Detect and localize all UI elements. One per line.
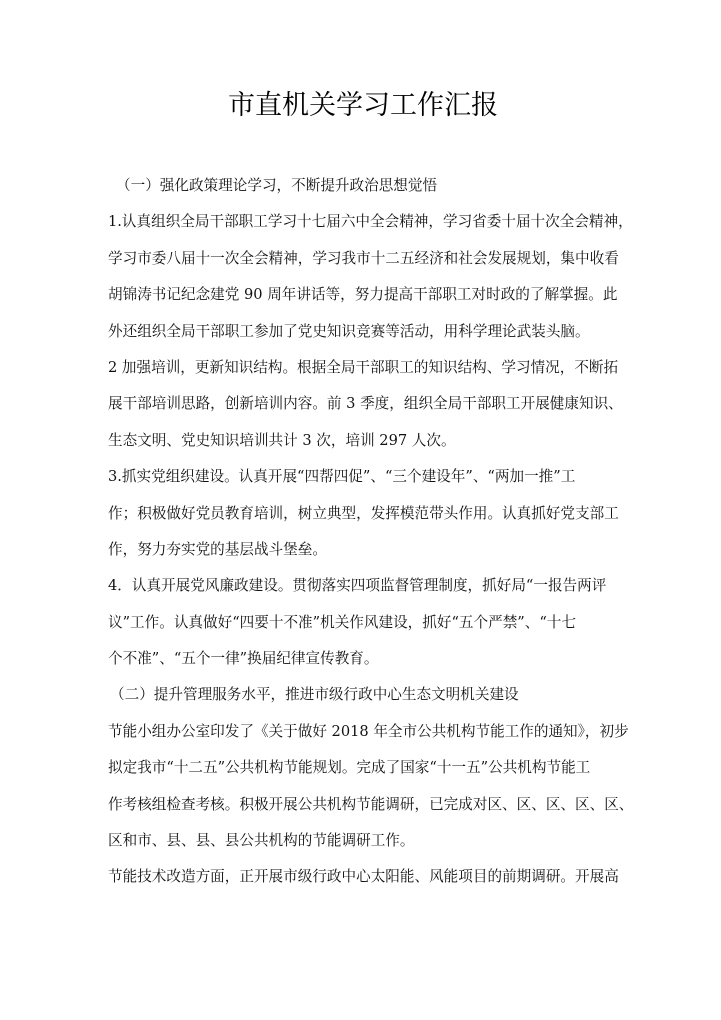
paragraph-line: 生态文明、党史知识培训共计 3 次，培训 297 人次。 xyxy=(108,431,456,449)
paragraph-line: 作考核组检查考核。积极开展公共机构节能调研，已完成对区、区、区、区、区、 xyxy=(108,795,634,813)
paragraph-line: 外还组织全局干部职工参加了党史知识竞赛等活动，用科学理论武装头脑。 xyxy=(108,322,590,340)
paragraph-line: 3.抓实党组织建设。认真开展“四帮四促”、“三个建设年”、“两加一推”工 xyxy=(108,468,576,486)
document-title: 市直机关学习工作汇报 xyxy=(228,90,498,121)
paragraph-line: 作，努力夯实党的基层战斗堡垒。 xyxy=(108,540,327,558)
paragraph-line: 区和市、县、县、县公共机构的节能调研工作。 xyxy=(108,832,415,850)
paragraph-line: 作；积极做好党员教育培训，树立典型，发挥模范带头作用。认真抓好党支部工 xyxy=(108,504,619,522)
paragraph-line: 4．认真开展党风廉政建设。贯彻落实四项监督管理制度，抓好局“一报告两评 xyxy=(108,577,607,595)
section-heading-1: （一）强化政策理论学习，不断提升政治思想觉悟 xyxy=(116,177,438,194)
paragraph-line: 议”工作。认真做好“四要十不准”机关作风建设，抓好“五个严禁”、“十七 xyxy=(108,613,576,631)
paragraph-line: 2 加强培训，更新知识结构。根据全局干部职工的知识结构、学习情况，不断拓 xyxy=(108,358,619,376)
paragraph-line: 节能技术改造方面，正开展市级行政中心太阳能、风能项目的前期调研。开展高 xyxy=(108,868,619,886)
paragraph-line: 拟定我市“十二五”公共机构节能规划。完成了国家“十一五”公共机构节能工 xyxy=(108,759,591,777)
paragraph-line: 个不准”、“五个一律”换届纪律宣传教育。 xyxy=(108,650,379,668)
paragraph-line: 展干部培训思路，创新培训内容。前 3 季度，组织全局干部职工开展健康知识、 xyxy=(108,395,623,413)
paragraph-line: 1.认真组织全局干部职工学习十七届六中全会精神，学习省委十届十次全会精神， xyxy=(108,213,633,231)
section-heading-2: （二）提升管理服务水平，推进市级行政中心生态文明机关建设 xyxy=(110,686,519,704)
document-body xyxy=(108,168,634,896)
paragraph-line: 学习市委八届十一次全会精神，学习我市十二五经济和社会发展规划，集中收看 xyxy=(108,249,619,267)
paragraph-line: 节能小组办公室印发了《关于做好 2018 年全市公共机构节能工作的通知》，初步 xyxy=(108,722,629,740)
paragraph-line: 胡锦涛书记纪念建党 90 周年讲话等，努力提高干部职工对时政的了解掌握。此 xyxy=(108,286,618,304)
